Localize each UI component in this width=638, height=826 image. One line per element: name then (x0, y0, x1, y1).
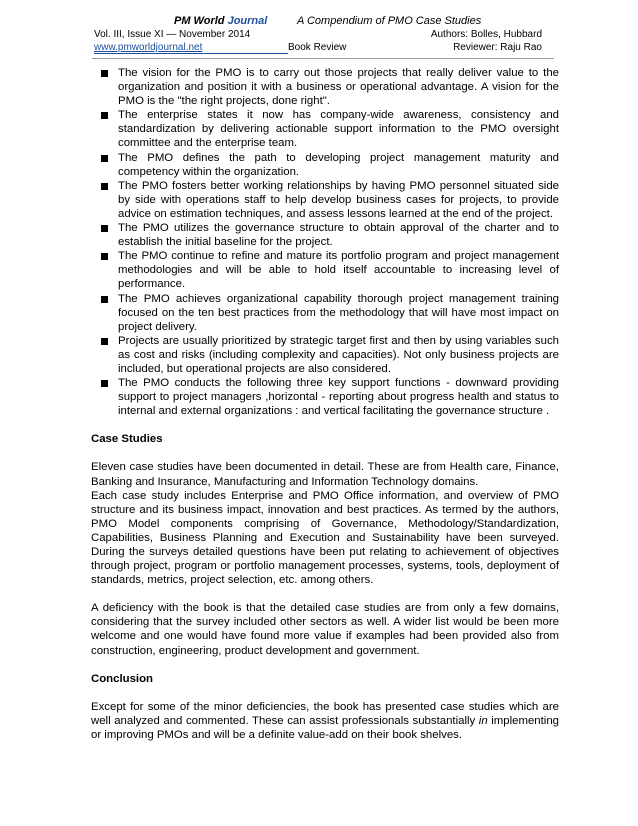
list-item: The PMO fosters better working relationships by having PMO personnel situated side by side with operations staff to help develop business cases for projects, to provide advice on estimation techniques, and assess lessons learned at the end of the project. (91, 179, 559, 221)
bullet-square-icon (101, 155, 108, 162)
bullet-square-icon (101, 70, 108, 77)
list-item: The PMO utilizes the governance structure to obtain approval of the charter and to establish the initial baseline for the project. (91, 221, 559, 249)
bullet-square-icon (101, 253, 108, 260)
list-item: The PMO continue to refine and mature its portfolio program and project management methodologies and will be able to hold itself accountable to increasing level of performance. (91, 249, 559, 291)
authors-info: Authors: Bolles, Hubbard (430, 29, 542, 40)
website-link[interactable]: www.pmworldjournal.net (94, 42, 203, 53)
case-studies-heading: Case Studies (91, 433, 163, 446)
list-item: The enterprise states it now has company-wide awareness, consistency and standardization by delivering actionable support information to the PMO oversight committee and the enterprise team. (91, 108, 559, 150)
issue-info: Vol. III, Issue XI — November 2014 (94, 29, 251, 40)
list-item: The PMO conducts the following three key support functions - downward providing support to project managers ,horizontal - reporting about progress health and status to internal and external organizations : and vertical facilitating the governance structure . (91, 376, 559, 418)
list-item: The vision for the PMO is to carry out those projects that really deliver value to the organization and position it with a business or operational advantage. A vision for the PMO is the "the right projects, done right". (91, 66, 559, 108)
case-studies-paragraph-2: Each case study includes Enterprise and PMO Office information, and overview of PMO structure and its business impact, innovation and best practices. As termed by the authors, PMO Model components comprising of Governance, Methodology/Standardization, Capabilities, Business Planning and Execution and Sustainability have been surveyed. During the surveys detailed questions have been put relating to achievement of objectives through project, program or portfolio management processes, systems, tools, deployment of standards, metrics, project selection, etc. among others. (91, 489, 559, 587)
bullet-square-icon (101, 112, 108, 119)
journal-subtitle: A Compendium of PMO Case Studies (297, 15, 482, 27)
website-underline (94, 53, 288, 54)
article-body (91, 66, 559, 742)
list-item: The PMO achieves organizational capability thorough project management training focused on the ten best practices from the methodology that will have most impact on project delivery. (91, 292, 559, 334)
case-studies-paragraph-3: A deficiency with the book is that the detailed case studies are from only a few domains, considering that the survey included other sectors as well. A wider list would be been more welcome and one would have found more value if examples had been provided also from construction, engineering, product development and government. (91, 602, 559, 657)
bullet-square-icon (101, 225, 108, 232)
conclusion-heading: Conclusion (91, 672, 154, 685)
bullet-square-icon (101, 183, 108, 190)
journal-title: PM World Journal (174, 15, 268, 27)
case-studies-paragraph-1: Eleven case studies have been documented in detail. These are from Health care, Finance, Banking and Insurance, Manufacturing and Information Technology domains. (91, 461, 559, 488)
reviewer-info: Reviewer: Raju Rao (453, 42, 542, 53)
header-divider (92, 58, 554, 59)
bullet-square-icon (101, 296, 108, 303)
bullet-square-icon (101, 380, 108, 387)
list-item: Projects are usually prioritized by strategic target first and then by using variables such as cost and risks (including complexity and capacities). Not only business projects are included, but operational projects are also considered. (91, 334, 559, 376)
bullet-square-icon (101, 338, 108, 345)
conclusion-paragraph: Except for some of the minor deficiencies, the book has presented case studies which are well analyzed and commented. These can assist professionals substantially in implementing or improving PMOs and will be a definite value-add on their book shelves. (91, 700, 559, 741)
page-header (92, 14, 552, 54)
bullet-list (91, 66, 559, 418)
list-item: The PMO defines the path to developing project management maturity and competency within the organization. (91, 151, 559, 179)
section-label: Book Review (288, 42, 347, 53)
